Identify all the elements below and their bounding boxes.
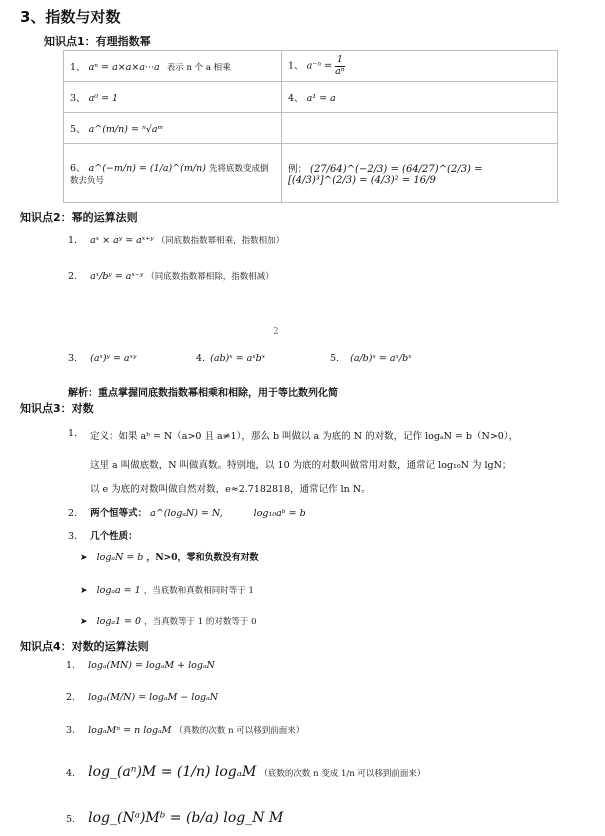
- kp1-r1c2-fraction: [335, 55, 345, 77]
- kp4-item3-num: 3.: [66, 725, 76, 736]
- kp2-item-5: [330, 353, 412, 364]
- kp4-item-3: [66, 724, 304, 736]
- kp4-item-2: [66, 692, 218, 703]
- kp1-title: 知识点1：有理指数幂: [44, 35, 151, 48]
- kp1-r1c1-prefix: 1、: [70, 62, 86, 73]
- kp1-r4c1-prefix: 6、: [70, 163, 86, 174]
- kp3-def-line1: 定义：如果 aᵇ = N（a>0 且 a≠1），那么 b 叫做以 a 为底的 N 的对数，记作 logₐN = b（N>0），: [90, 431, 519, 442]
- kp3-def-line2: 这里 a 叫做底数，N 叫做真数。特别地，以 10 为底的对数叫做常用对数，通常记 log₁₀N 为 lgN；: [90, 460, 512, 471]
- kp3-prop-2: [80, 584, 254, 596]
- kp4-item4-math: log_(aⁿ)M = (1/n) logₐM: [88, 764, 257, 780]
- kp1-cell-6: [282, 113, 558, 144]
- kp4-item-5: [66, 810, 283, 826]
- kp1-r3c1-math: a^(m/n) = ⁿ√aᵐ: [88, 124, 164, 135]
- kp2-item-4: [196, 353, 265, 364]
- arrow-bullet-icon: ➤: [80, 617, 88, 627]
- kp4-item3-note: （真数的次数 n 可以移到前面来）: [174, 726, 305, 736]
- kp1-cell-4: [282, 82, 558, 113]
- kp1-r4c2-math: (27/64)^(−2/3) = (64/27)^(2/3) = [(4/3)³]^(2/3) = (4/3)² = 16/9: [288, 163, 483, 186]
- kp2-item-3: [68, 353, 136, 364]
- kp3-prop-3: [80, 615, 257, 627]
- kp3-prop-1: [80, 550, 258, 563]
- kp1-r2c2-math: a¹ = a: [306, 93, 336, 104]
- kp1-cell-5: [64, 113, 282, 144]
- kp1-r4c1-note: 先将底数变成倒数去负号: [70, 164, 269, 186]
- kp4-item-4: [66, 764, 425, 780]
- kp2-item3-math: (aˣ)ʸ = aˣʸ: [90, 353, 137, 364]
- arrow-bullet-icon: ➤: [80, 586, 88, 596]
- kp4-title: 知识点4：对数的运算法则: [20, 640, 149, 653]
- kp3-item3-label: 几个性质：: [90, 531, 138, 542]
- kp3-prop1-math: logₐN = b: [96, 552, 144, 563]
- kp1-r1c2-lhs: a⁻ⁿ =: [306, 60, 333, 72]
- kp2-item1-math: aˣ × aʸ = aˣ⁺ʸ: [90, 235, 154, 246]
- kp3-item2-math2: log₁₀aᵇ = b: [253, 508, 306, 519]
- kp2-item2-math: aˣ/bʸ = aˣ⁻ʸ: [90, 271, 144, 282]
- kp4-item-1: [66, 660, 215, 671]
- kp2-item4-num: 4.: [196, 353, 206, 364]
- page-number: 2: [273, 327, 279, 337]
- kp1-r4c2-prefix: 例：: [288, 163, 308, 175]
- kp4-item2-math: logₐ(M/N) = logₐM − logₐN: [88, 692, 219, 703]
- kp2-item4-math: (ab)ˣ = aˣbˣ: [210, 353, 266, 364]
- kp1-cell-7: [64, 144, 282, 203]
- kp4-item4-num: 4.: [66, 768, 76, 779]
- kp3-prop3-note: ，当真数等于 1 的对数等于 0: [144, 617, 257, 627]
- kp1-r3c1-prefix: 5、: [70, 124, 86, 135]
- kp3-prop1-note: ，N>0，零和负数没有对数: [146, 553, 259, 563]
- arrow-bullet-icon: ➤: [80, 553, 88, 563]
- kp4-item5-num: 5.: [66, 814, 76, 825]
- kp3-item2-num: 2.: [68, 508, 78, 519]
- kp1-r1c1-math: aⁿ = a×a×a···a: [88, 62, 160, 73]
- kp3-title: 知识点3：对数: [20, 402, 94, 415]
- kp2-item2-num: 2.: [68, 271, 78, 282]
- kp1-r4c1-math: a^(−m/n) = (1/a)^(m/n): [88, 163, 206, 174]
- kp1-r2c1-prefix: 3、: [70, 93, 86, 104]
- kp1-cell-1: [64, 51, 282, 82]
- kp2-item-1: [68, 234, 284, 246]
- kp2-item3-num: 3.: [68, 353, 78, 364]
- kp1-cell-2: [282, 51, 558, 82]
- kp1-table: [63, 50, 558, 203]
- kp1-r1c2-num: 1: [336, 54, 343, 66]
- kp1-r2c1-math: a⁰ = 1: [88, 93, 119, 104]
- kp3-prop2-note: ，当底数和真数相同时等于 1: [143, 586, 254, 596]
- kp4-item4-note: （底数的次数 n 变成 1/n 可以移到前面来）: [259, 769, 426, 779]
- kp1-r1c2-den: aⁿ: [335, 65, 345, 77]
- kp1-r1c2-prefix: 1、: [288, 60, 304, 72]
- kp3-def-line3: 以 e 为底的对数叫做自然对数，e≈2.7182818，通常记作 ln N。: [90, 484, 371, 495]
- kp4-item2-num: 2.: [66, 692, 76, 703]
- kp3-item2-label: 两个恒等式：: [90, 508, 148, 519]
- kp3-item-2: [68, 505, 306, 519]
- kp4-item1-num: 1.: [66, 660, 76, 671]
- kp4-item1-math: logₐ(MN) = logₐM + logₐN: [88, 660, 215, 671]
- kp2-item1-note: （同底数指数幂相乘，指数相加）: [156, 236, 285, 246]
- kp4-item5-math: log_(Nᵃ)Mᵇ = (b/a) log_N M: [88, 810, 284, 826]
- kp4-item3-math: logₐMⁿ = n logₐM: [88, 725, 172, 736]
- kp1-cell-8: [282, 144, 558, 203]
- kp3-item3-num: 3.: [68, 531, 78, 542]
- section-title: 3、指数与对数: [20, 8, 121, 26]
- kp1-cell-3: [64, 82, 282, 113]
- kp2-item5-math: (a/b)ˣ = aˣ/bˣ: [350, 353, 412, 364]
- kp2-title: 知识点2：幂的运算法则: [20, 211, 138, 224]
- kp3-prop2-math: logₐa = 1: [96, 585, 141, 596]
- kp2-analysis: 解析：重点掌握同底数指数幂相乘和相除，用于等比数列化简: [68, 388, 338, 399]
- kp3-item-3: [68, 528, 138, 542]
- kp2-item2-note: （同底数指数幂相除，指数相减）: [146, 272, 274, 282]
- kp3-item2-math1: a^(logₐN) = N,: [150, 508, 223, 519]
- kp2-item5-num: 5.: [330, 353, 340, 364]
- kp3-def-num: 1.: [68, 428, 78, 439]
- kp1-r2c2-prefix: 4、: [288, 93, 304, 104]
- kp3-prop3-math: logₐ1 = 0: [96, 616, 142, 627]
- kp1-r1c1-note: 表示 n 个 a 相乘: [166, 63, 231, 73]
- kp2-item-2: [68, 270, 274, 282]
- kp2-item1-num: 1.: [68, 235, 78, 246]
